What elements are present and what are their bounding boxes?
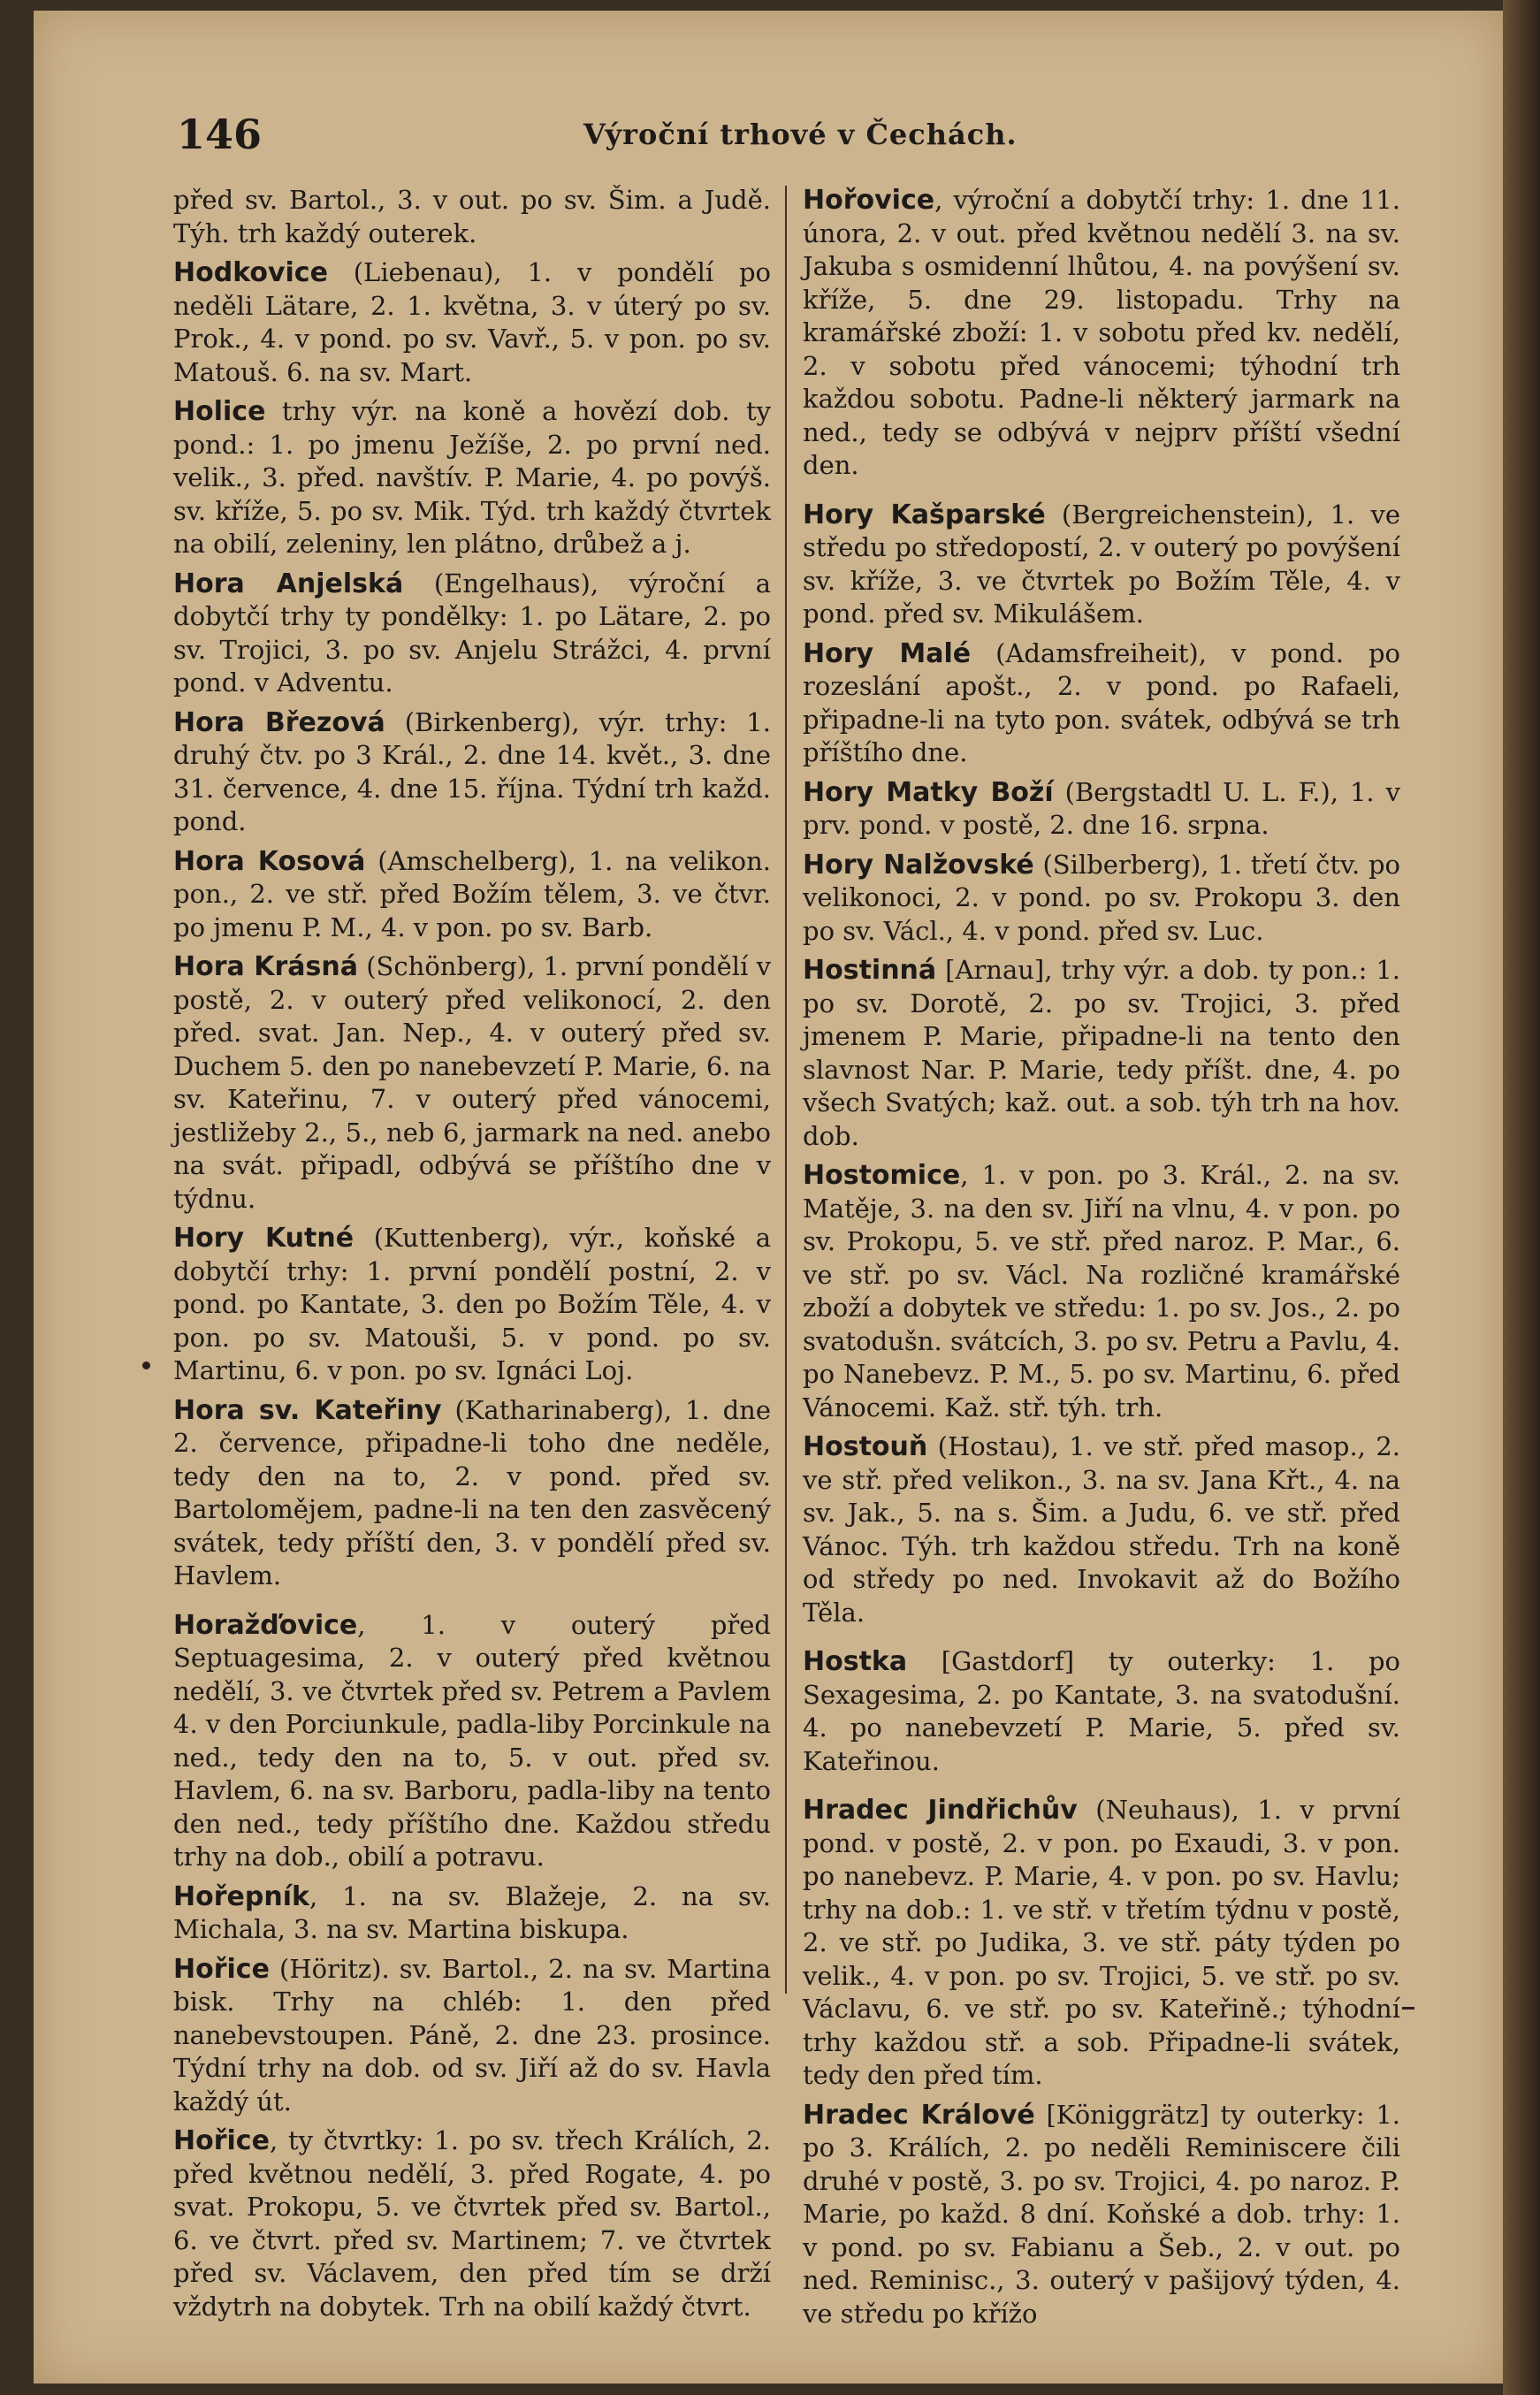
- market-entry: [803, 637, 1400, 770]
- market-entry: [173, 2124, 771, 2323]
- place-name: Hodkovice: [173, 257, 328, 288]
- market-entry: [803, 1794, 1400, 2093]
- page-number: 146: [177, 111, 263, 158]
- market-entry: [803, 2099, 1400, 2331]
- market-entry: [173, 1394, 771, 1593]
- market-dates: (Neuhaus), 1. v první pond. v postě, 2. v pon. po Exaudi, 3. v pon. po nanebevz. P. Marie, 4. v pon. po sv. Havlu; trhy na dob.: 1. ve stř. v třetím týdnu v postě, 2. ve stř. po Judika, 3. ve stř. páty týden po velik., 4. v pon. po sv. Trojici, 5. ve stř. po sv. Václavu, 6. ve stř. po sv. Kateřině.; týhodní trhy každou stř. a sob. Připadne-li svátek, tedy den před tím.: [803, 1795, 1400, 2090]
- market-dates: trhy výr. na koně a hovězí dob. ty pond.: 1. po jmenu Ježíše, 2. po první ned. velik., 3. před. navštív. P. Marie, 4. po povýš. sv. kříže, 5. po sv. Mik. Týd. trh každý čtvrtek na obilí, zeleniny, len plátno, drůbež a j.: [173, 396, 771, 559]
- market-dates: (Adamsfreiheit), v pond. po rozeslání apošt., 2. v pond. po Rafaeli, připadne-li na tyto pon. svátek, odbývá se trh příštího dne.: [803, 637, 1400, 767]
- market-entry: [173, 1222, 771, 1388]
- market-dates: , 1. na sv. Blažeje, 2. na sv. Michala, 3. na sv. Martina biskupa.: [173, 1880, 771, 1944]
- market-dates: , 1. v pon. po 3. Král., 2. na sv. Matěje, 3. na den sv. Jiří na vlnu, 4. v pon. po sv. Prokopu, 5. ve stř. před naroz. P. Mar., 6. ve stř. po sv. Václ. Na rozličné kramářské zboží a dobytek ve středu: 1. po sv. Jos., 2. po svatodušn. svátcích, 3. po sv. Petru a Pavlu, 4. po Nanebevz. P. M., 5. po sv. Martinu, 6. před Vánocemi. Kaž. stř. týh. trh.: [803, 1160, 1400, 1423]
- market-dates: , ty čtvrtky: 1. po sv. třech Králích, 2. před květnou nedělí, 3. před Rogate, 4. po svat. Prokopu, 5. ve čtvrtek před sv. Bartol., 6. ve čtvrt. před sv. Martinem; 7. ve čtvrtek před sv. Václavem, den před tím se drží vždytrh na dobytek. Trh na obilí každý čtvrt.: [173, 2125, 771, 2322]
- place-name: Hostinná: [803, 955, 937, 986]
- place-name: Hora Krásná: [173, 951, 358, 982]
- page-header: [141, 111, 1432, 164]
- market-entry: [803, 499, 1400, 631]
- place-name: Hora sv. Kateřiny: [173, 1394, 442, 1426]
- market-entry: [173, 395, 771, 561]
- place-name: Holice: [173, 396, 266, 427]
- place-name: Hořovice: [803, 185, 935, 216]
- place-name: Hořepník: [173, 1880, 309, 1912]
- place-name: Hostomice: [803, 1160, 961, 1191]
- market-dates: (Höritz). sv. Bartol., 2. na sv. Martina bisk. Trhy na chléb: 1. den před nanebevstoupen. Páně, 2. dne 23. prosince. Týdní trhy na dob. od sv. Jiří až do sv. Havla každý út.: [173, 1953, 771, 2117]
- market-entry: [803, 184, 1400, 483]
- place-name: Hostouň: [803, 1431, 928, 1462]
- place-name: Hora Březová: [173, 706, 385, 738]
- place-name: Hořice: [173, 1953, 270, 1985]
- market-entry: [803, 1430, 1400, 1629]
- market-dates: (Kuttenberg), výr., koňské a dobytčí trhy: 1. první pondělí postní, 2. v pond. po Kantate, 3. den po Božím Těle, 4. v pon. po sv. Matouši, 5. v pond. po sv. Martinu, 6. v pon. po sv. Ignáci Loj.: [173, 1223, 771, 1385]
- column-divider: [785, 186, 787, 1994]
- place-name: Hora Kosová: [173, 845, 366, 877]
- market-entry: [803, 776, 1400, 843]
- place-name: Hory Matky Boží: [803, 776, 1054, 808]
- ink-mark: [142, 1361, 150, 1369]
- market-entry: [803, 849, 1400, 949]
- market-entry: [173, 845, 771, 945]
- right-column: [803, 184, 1400, 2337]
- market-entry: [173, 256, 771, 389]
- market-entry: [803, 1645, 1400, 1778]
- market-entry: [173, 568, 771, 700]
- market-entry: [173, 1609, 771, 1874]
- market-dates: (Bergreichenstein), 1. ve středu po středopostí, 2. v outerý po povýšení sv. kříže, 3. ve čtvrtek po Božím Těle, 4. v pond. před sv. Mikulášem.: [803, 499, 1400, 629]
- market-entry: [173, 950, 771, 1216]
- market-entry: [173, 184, 771, 250]
- running-title: Výroční trhové v Čechách.: [583, 118, 1018, 151]
- market-dates: , 1. v outerý před Septuagesima, 2. v outerý před květnou nedělí, 3. ve čtvrtek před sv. Petrem a Pavlem 4. v den Porciunkule, padla-liby Porcinkule na ned., tedy den na to, 5. v out. před sv. Havlem, 6. na sv. Barboru, padla-liby na tento den ned., tedy příštího dne. Každou středu trhy na dob., obilí a potravu.: [173, 1609, 771, 1872]
- place-name: Horažďovice: [173, 1609, 358, 1641]
- place-name: Hostka: [803, 1646, 908, 1677]
- market-entry: [173, 1880, 771, 1947]
- market-dates: (Amschelberg), 1. na velikon. pon., 2. ve stř. před Božím tělem, 3. ve čtvr. po jmenu P. M., 4. v pon. po sv. Barb.: [173, 845, 771, 942]
- margin-dash: [1402, 2007, 1414, 2010]
- place-name: Hory Nalžovské: [803, 849, 1034, 881]
- place-name: Hory Kutné: [173, 1223, 355, 1254]
- place-name: Hora Anjelská: [173, 568, 404, 599]
- market-entry: [173, 1953, 771, 2119]
- market-dates: , výroční a dobytčí trhy: 1. dne 11. února, 2. v out. před květnou nedělí 3. na sv. Jakuba s osmidenní lhůtou, 4. na povýšení sv. kříže, 5. dne 29. listopadu. Trhy na kramářské zboží: 1. v sobotu před kv. nedělí, 2. v sobotu před vánocemi; týhodní trh každou sobotu. Padne-li některý jarmark na ned., tedy se odbývá v nejprv příští všední den.: [803, 185, 1400, 480]
- market-dates: (Hostau), 1. ve stř. před masop., 2. ve stř. před velikon., 3. na sv. Jana Křt., 4. na sv. Jak., 5. na s. Šim. a Judu, 6. ve stř. před Vánoc. Týh. trh každou středu. Trh na koně od středy po ned. Invokavit až do Božího Těla.: [803, 1431, 1400, 1628]
- market-dates: (Liebenau), 1. v pondělí po neděli Lätare, 2. 1. května, 3. v úterý po sv. Prok., 4. v pond. po sv. Vavř., 5. v pon. po sv. Matouš. 6. na sv. Mart.: [173, 257, 771, 387]
- book-edge: [1503, 0, 1540, 2395]
- left-column: [173, 184, 771, 2330]
- place-name: Hradec Králové: [803, 2099, 1035, 2131]
- market-dates: před sv. Bartol., 3. v out. po sv. Šim. a Judě. Týh. trh každý outerek.: [173, 185, 771, 248]
- market-dates: (Birkenberg), výr. trhy: 1. druhý čtv. po 3 Král., 2. dne 14. květ., 3. dne 31. července, 4. dne 15. října. Týdní trh každ. pond.: [173, 706, 771, 836]
- market-entry: [173, 706, 771, 839]
- market-dates: (Silberberg), 1. třetí čtv. po velikonoci, 2. v pond. po sv. Prokopu 3. den po sv. Václ., 4. v pond. před sv. Luc.: [803, 849, 1401, 946]
- market-dates: (Schönberg), 1. první pondělí v postě, 2. v outerý před velikonocí, 2. den před. svat. Jan. Nep., 4. v outerý před sv. Duchem 5. den po nanebevzetí P. Marie, 6. na sv. Kateřinu, 7. v outerý před vánocemi, jestližeby 2., 5., neb 6, jarmark na ned. anebo na svát. připadl, odbývá se příštího dne v týdnu.: [173, 951, 771, 1214]
- market-dates: (Katharinaberg), 1. dne 2. července, připadne-li toho dne neděle, tedy den na to, 2. v pond. před sv. Bartolomějem, padne-li na ten den zasvěcený svátek, tedy příští den, 3. v pondělí před sv. Havlem.: [173, 1394, 771, 1590]
- market-dates: [Königgrätz] ty outerky: 1. po 3. Králích, 2. po neděli Reminiscere čili druhé v postě, 3. po sv. Trojici, 4. po naroz. P. Marie, po každ. 8 dní. Koňské a dob. trhy: 1. v pond. po sv. Fabianu a Šeb., 2. v out. po ned. Reminisc., 3. outerý v pašijový týden, 4. ve středu po křížo: [803, 2099, 1401, 2329]
- place-name: Hory Kašparské: [803, 499, 1046, 530]
- market-dates: [Arnau], trhy výr. a dob. ty pon.: 1. po sv. Dorotě, 2. po sv. Trojici, 3. před jmenem P. Marie, připadne-li na tento den slavnost Nar. P. Marie, tedy příšt. dne, 4. po všech Svatých; kaž. out. a sob. týh trh na hov. dob.: [803, 955, 1400, 1151]
- market-dates: (Bergstadtl U. L. F.), 1. v prv. pond. v postě, 2. dne 16. srpna.: [803, 776, 1400, 840]
- place-name: Hradec Jindřichův: [803, 1795, 1078, 1826]
- market-dates: (Engelhaus), výroční a dobytčí trhy ty pondělky: 1. po Lätare, 2. po sv. Trojici, 3. po sv. Anjelu Strážci, 4. první pond. v Adventu.: [173, 568, 771, 698]
- market-dates: [Gastdorf] ty outerky: 1. po Sexagesima, 2. po Kantate, 3. na svatodušní. 4. po nanebevzetí P. Marie, 5. před sv. Kateřinou.: [803, 1646, 1400, 1776]
- market-entry: [803, 954, 1400, 1153]
- market-entry: [803, 1159, 1400, 1424]
- place-name: Hory Malé: [803, 637, 972, 669]
- place-name: Hořice: [173, 2125, 270, 2156]
